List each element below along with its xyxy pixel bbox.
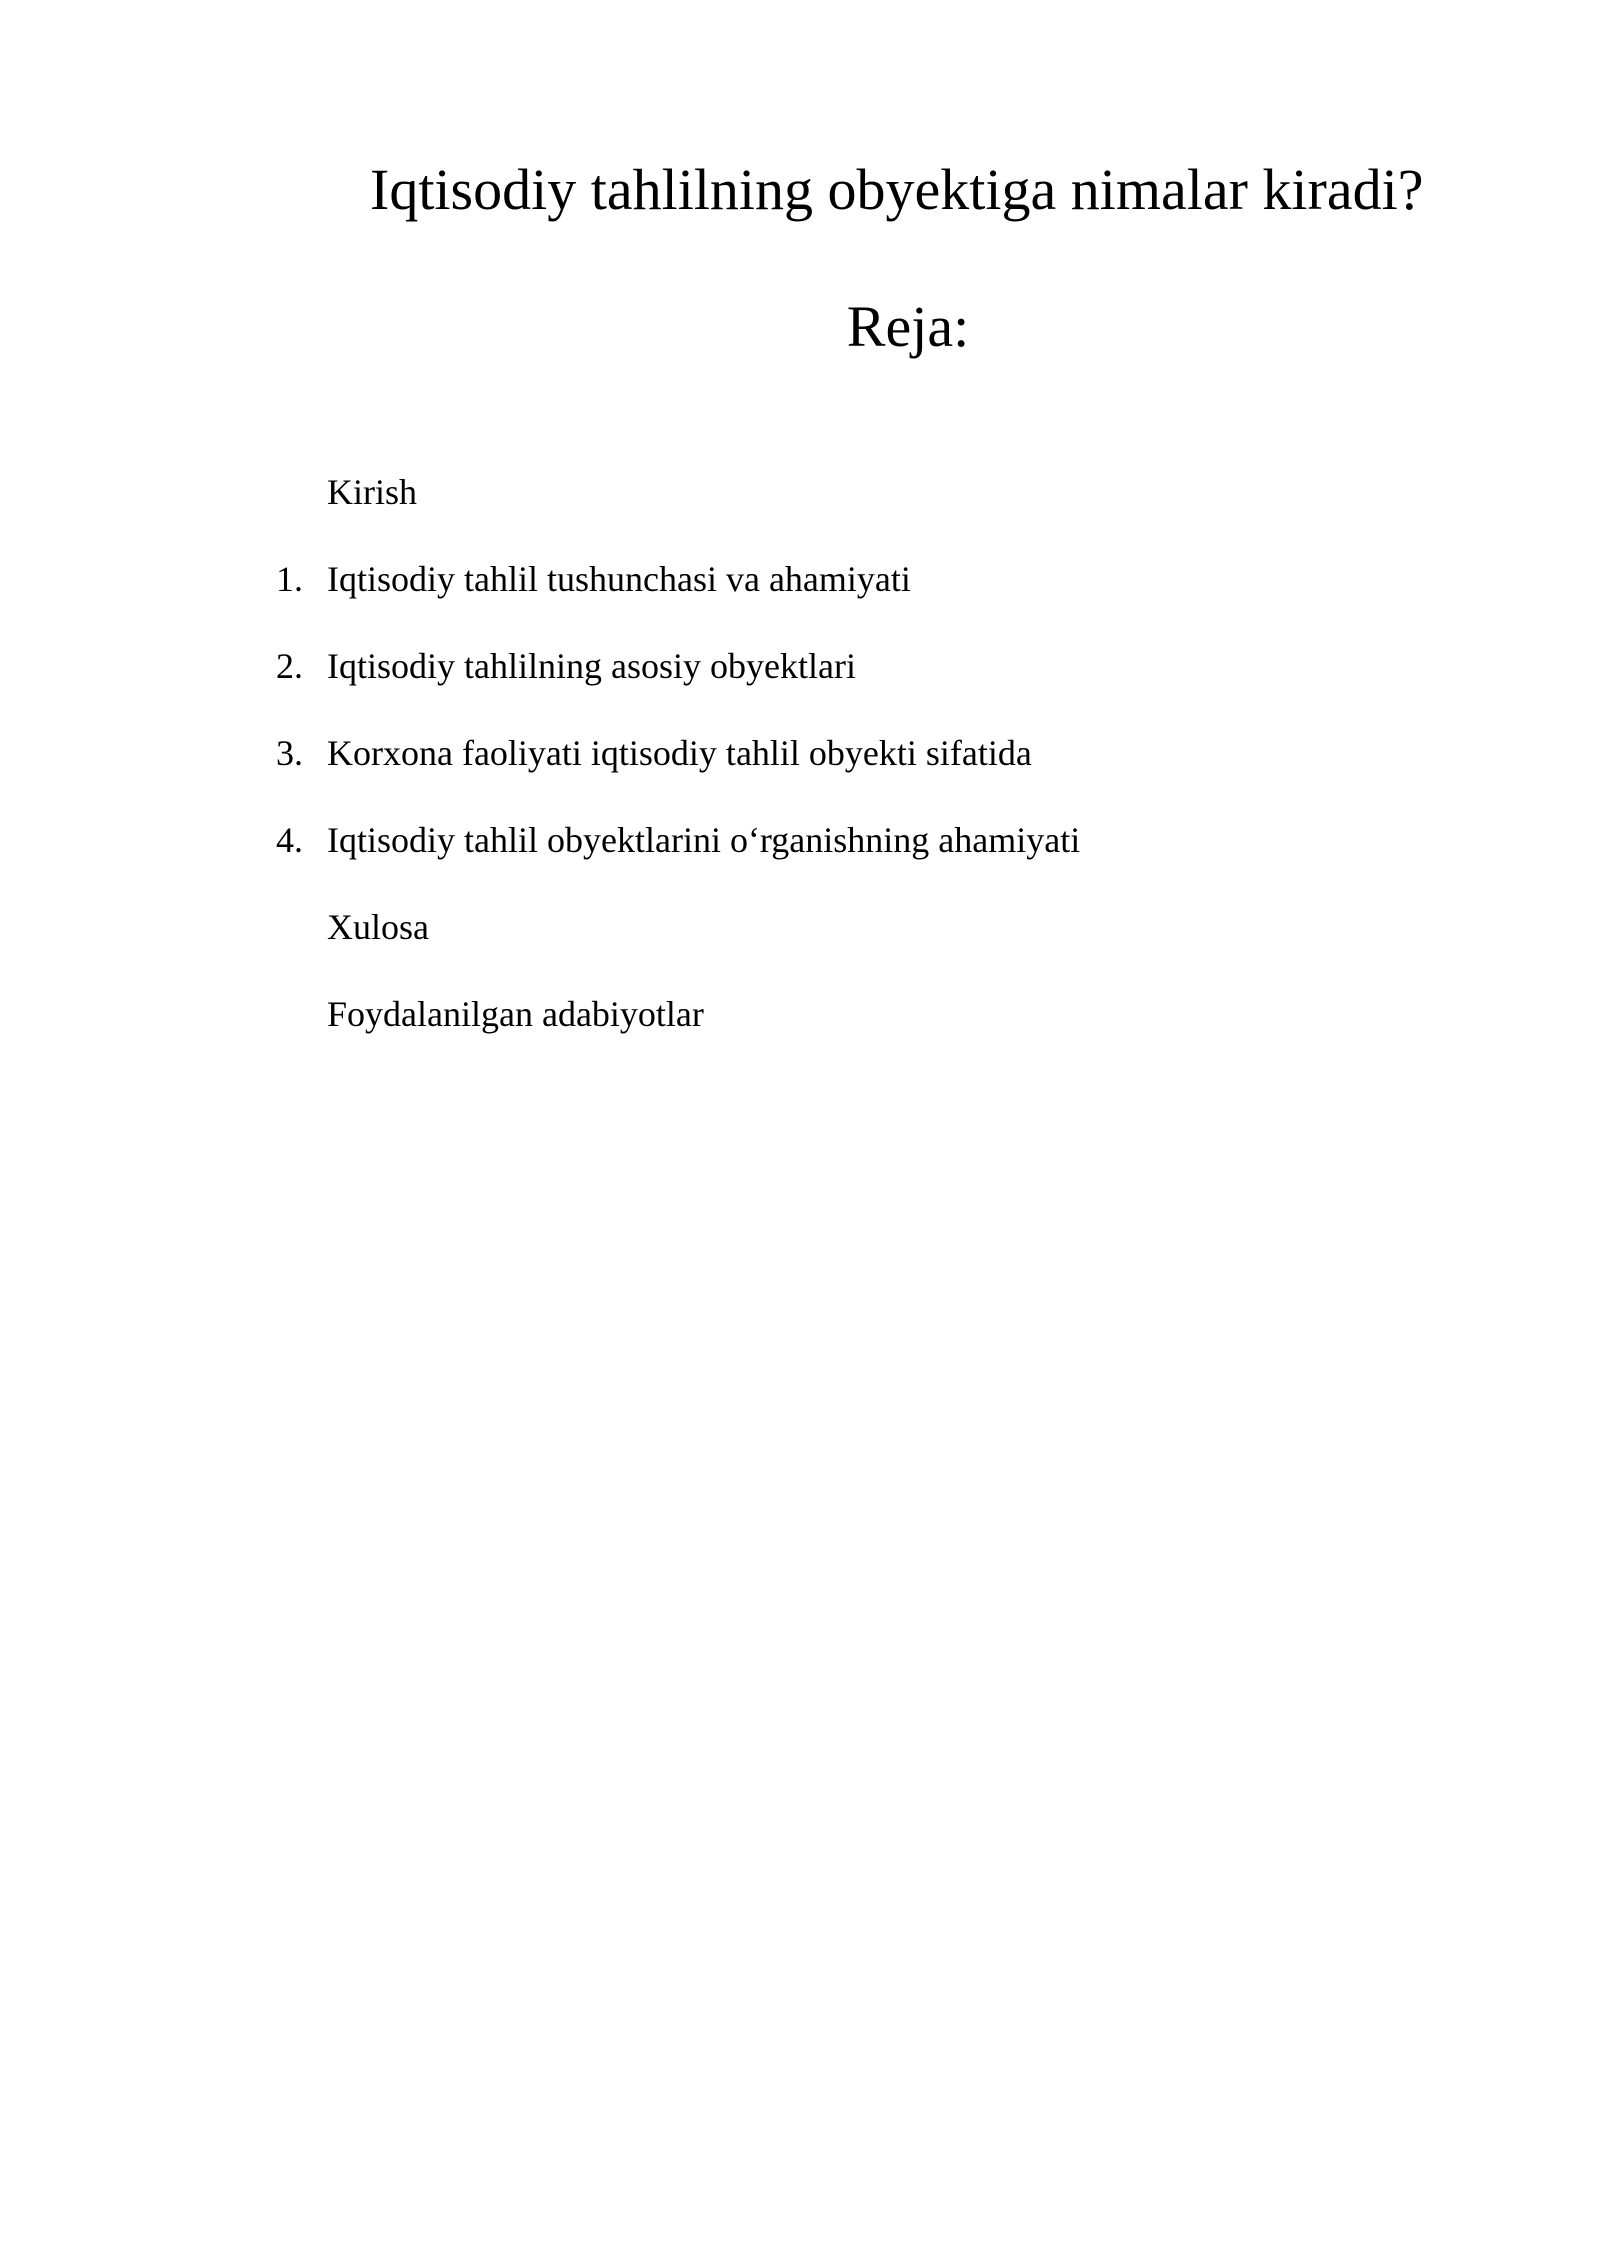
plan-item-2 [0, 636, 1600, 723]
plan-item-text: Iqtisodiy tahlilning asosiy obyektlari [327, 646, 856, 686]
document-title: Iqtisodiy tahlilning obyektiga nimalar kiradi? [370, 157, 1424, 222]
plan-item-4 [0, 810, 1600, 897]
plan-item-1 [0, 549, 1600, 636]
plan-item-conclusion [0, 897, 1600, 984]
plan-item-text: Korxona faoliyati iqtisodiy tahlil obyekti sifatida [327, 733, 1032, 773]
plan-item-number: 3. [276, 733, 303, 773]
plan-item-references [0, 984, 1600, 1071]
plan-item-intro [0, 462, 1600, 549]
plan-item-text: Foydalanilgan adabiyotlar [327, 994, 704, 1034]
plan-heading: Reja: [846, 294, 970, 359]
plan-list [0, 462, 1600, 1071]
plan-item-text: Iqtisodiy tahlil tushunchasi va ahamiyati [327, 559, 911, 599]
plan-item-text: Xulosa [327, 907, 429, 947]
plan-item-number: 1. [276, 559, 303, 599]
plan-item-3 [0, 723, 1600, 810]
plan-item-text: Kirish [327, 472, 417, 512]
plan-item-number: 4. [276, 820, 303, 860]
plan-item-text: Iqtisodiy tahlil obyektlarini o‘rganishning ahamiyati [327, 820, 1081, 860]
plan-item-number: 2. [276, 646, 303, 686]
